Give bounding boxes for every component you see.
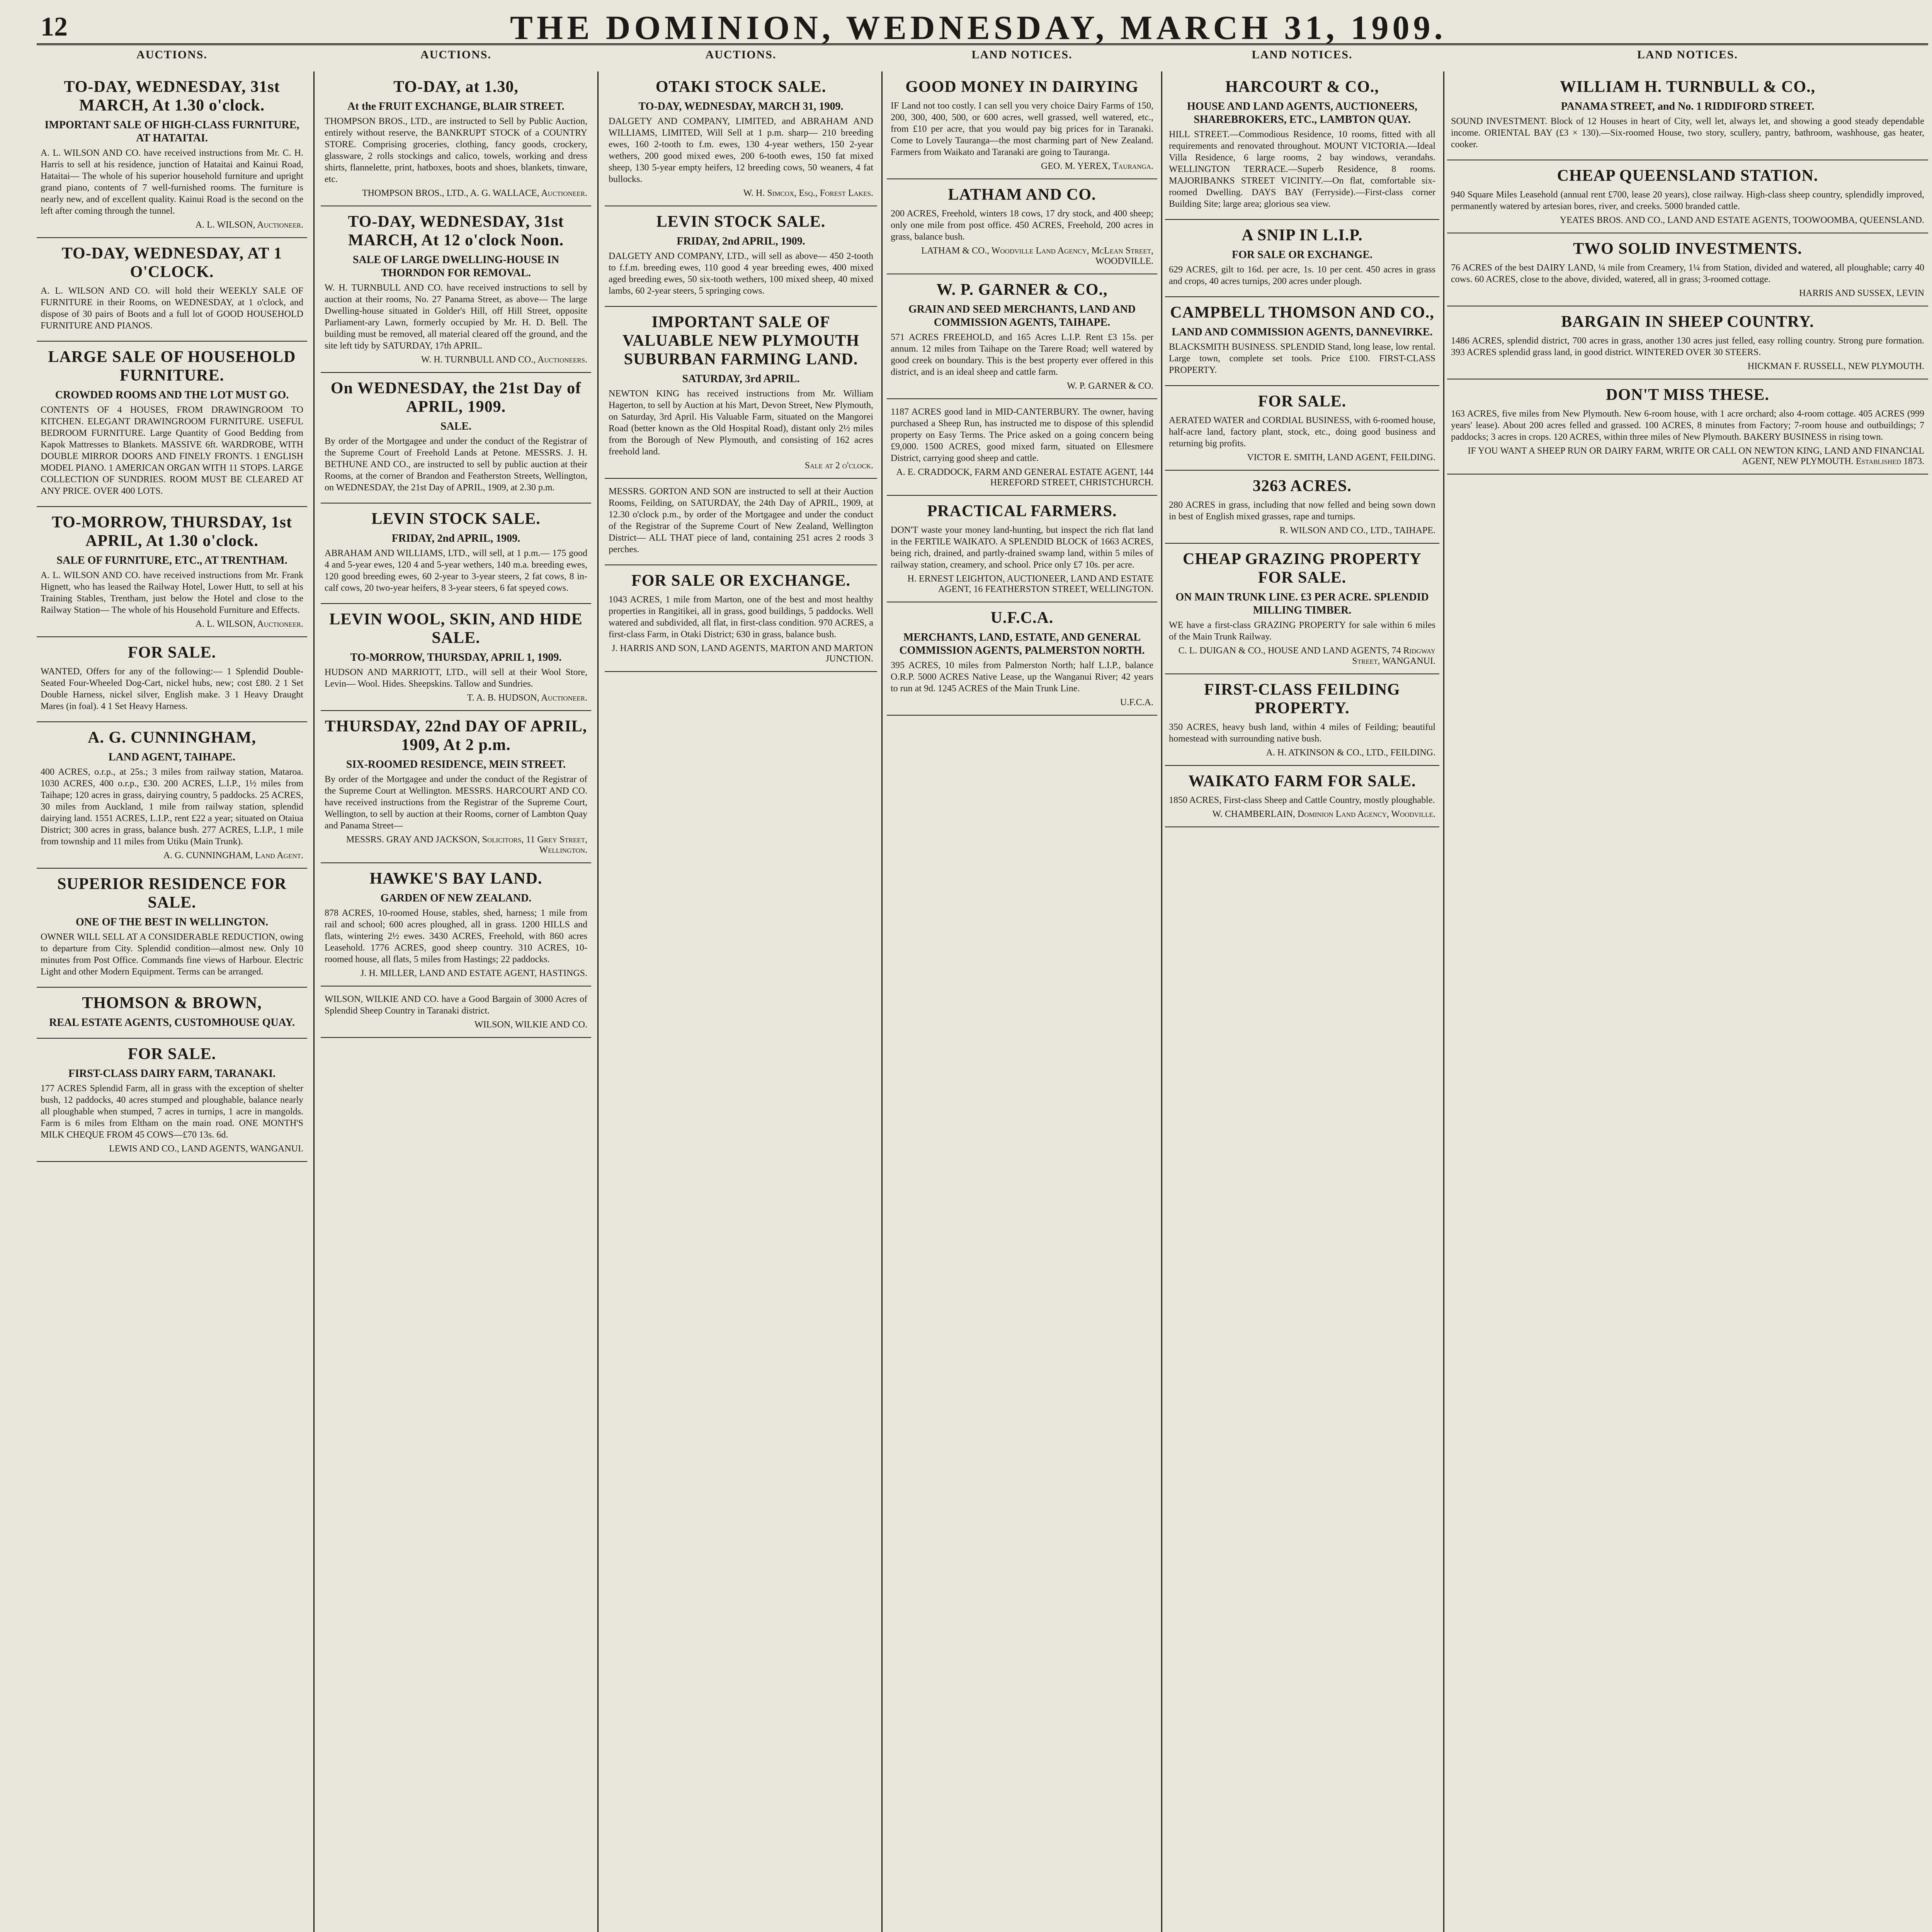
ad-body: BLACKSMITH BUSINESS. SPLENDID Stand, long lease, low rental. Large town, complete set tools. Price £100. FIRST-CLASS PROPERTY.	[1169, 342, 1435, 375]
ad-body: WE have a first-class GRAZING PROPERTY for sale within 6 miles of the Main Trunk Railway.	[1169, 620, 1435, 642]
advertisement	[887, 399, 1157, 496]
ad-heading: TO-MORROW, THURSDAY, 1st APRIL, At 1.30 o'clock.	[51, 514, 293, 550]
ad-heading: A SNIP IN L.I.P.	[1242, 226, 1363, 244]
ad-subheading: ONE OF THE BEST IN WELLINGTON.	[76, 916, 268, 928]
advertisement	[1165, 297, 1439, 386]
column-rule	[881, 71, 883, 1932]
ad-signature: HICKMAN F. RUSSELL, NEW PLYMOUTH.	[1747, 361, 1924, 371]
column-rule	[597, 71, 599, 1932]
ad-signature: A. L. WILSON, Auctioneer.	[195, 220, 303, 230]
ad-signature: THOMPSON BROS., LTD., A. G. WALLACE, Auctioneer.	[362, 188, 587, 198]
ad-subheading: HOUSE AND LAND AGENTS, AUCTIONEERS, SHAREBROKERS, ETC., LAMBTON QUAY.	[1187, 100, 1417, 126]
ad-heading: FOR SALE OR EXCHANGE.	[631, 572, 851, 590]
masthead-rule	[37, 43, 1928, 45]
ad-heading: CHEAP QUEENSLAND STATION.	[1557, 167, 1818, 185]
ad-body: 1187 ACRES good land in MID-CANTERBURY. The owner, having purchased a Sheep Run, has instructed me to dispose of this splendid property on Easy Terms. The Price asked on a going concern being £9,000. 1500 ACRES, good mixed farm, situated on Ellesmere District, carrying good sheep and cattle.	[891, 407, 1153, 463]
ad-signature: R. WILSON AND CO., LTD., TAIHAPE.	[1279, 526, 1435, 536]
ad-body: SOUND INVESTMENT. Block of 12 Houses in heart of City, well let, always let, and showing a good steady dependable income. ORIENTAL BAY (£3 × 130).—Six-roomed House, two story, scullery, pantry, bathroom, washhouse, gas heater, cooker.	[1451, 116, 1924, 150]
advertisement	[37, 637, 307, 722]
ad-subheading: GRAIN AND SEED MERCHANTS, LAND AND COMMISSION AGENTS, TAIHAPE.	[908, 303, 1136, 328]
ad-signature: HARRIS AND SUSSEX, LEVIN	[1799, 288, 1924, 298]
ad-body: IF Land not too costly. I can sell you very choice Dairy Farms of 150, 200, 300, 400, 500, or 600 acres, well grassed, well watered, etc., from £10 per acre, that you would pay big prices for in Taranaki. Come to Lovely Tauranga—the most charming part of New Zealand. Farmers from Waikato and Taranaki are going to Tauranga.	[891, 101, 1153, 157]
ad-body: HILL STREET.—Commodious Residence, 10 rooms, fitted with all requirements and renovated throughout. MOUNT VICTORIA.—Ideal Villa Residence, 6 large rooms, 2 bay windows, verandahs. WELLINGTON TERRACE.—Superb Residence, 8 rooms. MAJORIBANKS STREET VICINITY.—On flat, comfortable six-roomed Dwelling. DAYS BAY (Ferryside).—First-class corner Building Site; large area; glorious sea view.	[1169, 129, 1435, 209]
column-1	[37, 71, 307, 1932]
advertisement	[1165, 674, 1439, 766]
ad-signature: W. CHAMBERLAIN, Dominion Land Agency, Woodville.	[1212, 809, 1435, 819]
advertisement	[1447, 160, 1928, 233]
ad-heading: THURSDAY, 22nd DAY OF APRIL, 1909, At 2 p.m.	[325, 718, 587, 754]
ad-signature: Sale at 2 o'clock.	[804, 461, 873, 471]
ad-body: 629 ACRES, gilt to 16d. per acre, 1s. 10 per cent. 450 acres in grass and crops, 40 acres turnips, 200 acres under plough.	[1169, 265, 1435, 286]
advertisement	[1447, 379, 1928, 474]
ad-heading: LEVIN WOOL, SKIN, AND HIDE SALE.	[329, 611, 583, 647]
ad-heading: TO-DAY, WEDNESDAY, 31st MARCH, At 1.30 o'clock.	[64, 78, 280, 114]
ad-heading: A. G. CUNNINGHAM,	[88, 729, 256, 747]
ad-heading: DON'T MISS THESE.	[1606, 386, 1769, 404]
ad-heading: CAMPBELL THOMSON AND CO.,	[1170, 304, 1434, 321]
advertisement	[321, 986, 591, 1038]
ad-body: 280 ACRES in grass, including that now felled and being sown down in best of English mixed grasses, rape and turnips.	[1169, 500, 1435, 522]
ad-body: A. L. WILSON AND CO. have received instructions from Mr. Frank Hignett, who has leased the Railway Hotel, Lower Hutt, to sell at his Training Stables, Trentham, just below the Hotel and close to the Railway Station— The whole of his Household Furniture and Effects.	[41, 570, 303, 615]
ad-heading: On WEDNESDAY, the 21st Day of APRIL, 1909.	[330, 379, 582, 416]
ad-body: A. L. WILSON AND CO. will hold their WEEKLY SALE OF FURNITURE in their Rooms, on WEDNESDAY, at 1 o'clock, and dispose of 30 pairs of Boots and a full lot of GOOD HOUSEHOLD FURNITURE AND PIANOS.	[41, 286, 303, 331]
newspaper-title: THE DOMINION, WEDNESDAY, MARCH 31, 1909.	[510, 9, 1447, 47]
ad-signature: A. L. WILSON, Auctioneer.	[195, 619, 303, 629]
advertisement	[321, 711, 591, 863]
advertisement	[605, 479, 877, 565]
advertisement	[887, 179, 1157, 274]
section-header: AUCTIONS.	[705, 48, 777, 61]
ad-subheading: FIRST-CLASS DAIRY FARM, TARANAKI.	[68, 1068, 276, 1080]
ad-signature: LATHAM & CO., Woodville Land Agency, McLean Street, WOODVILLE.	[921, 246, 1153, 266]
ad-signature: T. A. B. HUDSON, Auctioneer.	[467, 693, 587, 703]
ad-body: DALGETY AND COMPANY, LIMITED, and ABRAHAM AND WILLIAMS, LIMITED, Will Sell at 1 p.m. sharp— 210 breeding ewes, 160 2-tooth to f.m. ewes, 130 4-year wethers, 150 2-year wethers, 200 good mixed ewes, 200 6-tooth ewes, 150 fat mixed sheep, 130 5-year empty heifers, 12 breeding cows, 50 weaners, 4 fat bullocks.	[609, 116, 873, 184]
ad-signature: YEATES BROS. AND CO., LAND AND ESTATE AGENTS, TOOWOOMBA, QUEENSLAND.	[1560, 215, 1924, 225]
masthead	[0, 0, 1932, 47]
advertisement	[37, 722, 307, 869]
columns	[37, 71, 1928, 1932]
ad-body: W. H. TURNBULL AND CO. have received instructions to sell by auction at their rooms, No. 27 Panama Street, as above— The large Dwelling-house situated in Golder's Hill, off Hill Street, opposite Parliament-ary Lawn, formerly occupied by Mr. H. D. Bell. The building must be removed, all material cleared off the ground, and the site left tidy by SATURDAY, 17th APRIL.	[325, 283, 587, 351]
section-headers	[37, 48, 1928, 71]
ad-signature: A. H. ATKINSON & CO., LTD., FEILDING.	[1266, 748, 1435, 758]
advertisement	[37, 238, 307, 342]
ad-heading: FOR SALE.	[128, 1045, 216, 1063]
ad-heading: TO-DAY, WEDNESDAY, 31st MARCH, At 12 o'clock Noon.	[348, 213, 564, 249]
advertisement	[1165, 386, 1439, 471]
ad-subheading: LAND AGENT, TAIHAPE.	[108, 751, 236, 763]
ad-body: By order of the Mortgagee and under the conduct of the Registrar of the Supreme Court at Wellington. MESSRS. HARCOURT AND CO. have received instructions from the Registrar of the Supreme Court, Wellington, to sell by auction at their Rooms, corner of Lambton Quay and Panama Street—	[325, 774, 587, 831]
ad-heading: WAIKATO FARM FOR SALE.	[1188, 772, 1416, 790]
ad-body: 1043 ACRES, 1 mile from Marton, one of the best and most healthy properties in Rangitikei, all in grass, good buildings, 5 paddocks. Well watered and subdivided, all flat, in first-class condition. 970 ACRES, a first-class Farm, in Otaki District; 630 in grass, balance bush.	[609, 595, 873, 639]
ad-heading: BARGAIN IN SHEEP COUNTRY.	[1561, 313, 1814, 331]
ad-subheading: IMPORTANT SALE OF HIGH-CLASS FURNITURE, AT HATAITAI.	[44, 119, 299, 144]
advertisement	[1447, 306, 1928, 379]
ad-signature: U.F.C.A.	[1120, 697, 1153, 707]
column-3	[605, 71, 877, 1932]
ad-subheading: LAND AND COMMISSION AGENTS, DANNEVIRKE.	[1172, 326, 1433, 338]
ad-subheading: CROWDED ROOMS AND THE LOT MUST GO.	[55, 389, 289, 401]
ad-body: A. L. WILSON AND CO. have received instructions from Mr. C. H. Harris to sell at his residence, junction of Hataitai and Kainui Road, Hataitai— The whole of his superior household furniture and upright grand piano, contents of 7 well-furnished rooms. The furniture is nearly new, and of excellent quality. Kainui Road is the second on the left after coming through the tunnel.	[41, 148, 303, 216]
ad-heading: SUPERIOR RESIDENCE FOR SALE.	[57, 875, 287, 912]
column-6	[1447, 71, 1928, 1932]
ad-subheading: SALE OF LARGE DWELLING-HOUSE IN THORNDON FOR REMOVAL.	[352, 254, 560, 279]
ad-signature: W. H. Simcox, Esq., Forest Lakes.	[743, 188, 873, 198]
section-header: LAND NOTICES.	[1637, 48, 1738, 61]
ad-body: 571 ACRES FREEHOLD, and 165 Acres L.I.P. Rent £3 15s. per annum. 12 miles from Taihape on the Tarere Road; well watered by good creek on boundary. This is the best property ever offered in this district, and is an ideal sheep and cattle farm.	[891, 332, 1153, 377]
section-header: LAND NOTICES.	[971, 48, 1073, 61]
ad-body: CONTENTS OF 4 HOUSES, FROM DRAWINGROOM TO KITCHEN. ELEGANT DRAWINGROOM FURNITURE. USEFUL BEDROOM FURNITURE. Large Quantity of Good Bedding from Kapok Mattresses to Blankets. MASSIVE 6ft. WARDROBE, WITH DOUBLE MIRROR DOORS AND FINELY FRONTS. 1 ENGLISH MODEL PIANO. 1 AMERICAN ORGAN WITH 11 STOPS. LARGE COLLECTION OF SUNDRIES. ROOM MUST BE CLEARED AT ANY PRICE. OVER 400 LOTS.	[41, 405, 303, 496]
ad-subheading: FOR SALE OR EXCHANGE.	[1231, 249, 1373, 261]
ad-signature: J. HARRIS AND SON, LAND AGENTS, MARTON AND MARTON JUNCTION.	[612, 643, 873, 664]
ad-signature: VICTOR E. SMITH, LAND AGENT, FEILDING.	[1247, 452, 1435, 463]
ad-body: MESSRS. GORTON AND SON are instructed to sell at their Auction Rooms, Feilding, on SATURDAY, the 24th Day of APRIL, 1909, at 12.30 o'clock p.m., by order of the Mortgagee and under the conduct of the Registrar of the Supreme Court of New Zealand, Wellington District— ALL THAT piece of land, containing 251 acres 2 roods 3 perches.	[609, 486, 873, 554]
advertisement	[321, 604, 591, 711]
ad-subheading: TO-MORROW, THURSDAY, APRIL 1, 1909.	[350, 651, 562, 663]
ad-body: 177 ACRES Splendid Farm, all in grass with the exception of shelter bush, 12 paddocks, 40 acres stumped and ploughable, balance nearly all ploughable when stumped, 7 acres in turnips, 1 acre in mangolds. Farm is 6 miles from Eltham on the main road. ONE MONTH'S MILK CHEQUE FROM 45 COWS—£70 13s. 6d.	[41, 1083, 303, 1140]
ad-body: 400 ACRES, o.r.p., at 25s.; 3 miles from railway station, Mataroa. 1030 ACRES, 400 o.r.p., £30. 200 ACRES, L.I.P., 1½ miles from Taihape; 120 acres in grass, dairying country, 5 paddocks. 25 ACRES, 30 miles from Auckland, 1 mile from railway station, splendid dairying land. 1551 ACRES, L.I.P., rent £22 a year; situated on Otaiua District; 300 acres in grass, balance bush. 277 ACRES, L.I.P., 1 mile from township and 11 miles from Utiku (Main Trunk).	[41, 767, 303, 847]
ad-subheading: FRIDAY, 2nd APRIL, 1909.	[677, 235, 805, 247]
advertisement	[605, 206, 877, 307]
advertisement	[321, 503, 591, 604]
ad-heading: CHEAP GRAZING PROPERTY FOR SALE.	[1183, 550, 1422, 587]
ad-heading: TO-DAY, at 1.30,	[393, 78, 519, 96]
ad-body: 200 ACRES, Freehold, winters 18 cows, 17 dry stock, and 400 sheep; only one mile from post office. 450 ACRES, Freehold, 200 acres in grass, balance bush.	[891, 209, 1153, 242]
ad-body: OWNER WILL SELL AT A CONSIDERABLE REDUCTION, owing to departure from City. Splendid condition—almost new. Only 10 minutes from Post Office. Commands fine views of Harbour. Electric Light and other Modern Equipment. Terms can be arranged.	[41, 932, 303, 977]
ad-subheading: SIX-ROOMED RESIDENCE, MEIN STREET.	[346, 759, 566, 770]
ad-body: HUDSON AND MARRIOTT, LTD., will sell at their Wool Store, Levin— Wool. Hides. Sheepskins. Tallow and Sundries.	[325, 667, 587, 689]
ad-body: 350 ACRES, heavy bush land, within 4 miles of Feilding; beautiful homestead with surrounding native bush.	[1169, 722, 1435, 744]
ad-heading: GOOD MONEY IN DAIRYING	[905, 78, 1139, 96]
ad-body: WANTED, Offers for any of the following:— 1 Splendid Double-Seated Four-Wheeled Dog-Cart, nickel hubs, new; cost £80. 2 1 Set Double Harness, nickel silver, English make. 3 1 Heavy Draught Mares (in foal). 4 1 Set Heavy Harness.	[41, 667, 303, 711]
ad-signature: W. H. TURNBULL AND CO., Auctioneers.	[421, 355, 587, 365]
ad-signature: H. ERNEST LEIGHTON, AUCTIONEER, LAND AND ESTATE AGENT, 16 FEATHERSTON STREET, WELLINGTON.	[907, 574, 1153, 594]
ad-subheading: REAL ESTATE AGENTS, CUSTOMHOUSE QUAY.	[49, 1017, 295, 1029]
advertisement	[1165, 71, 1439, 220]
ad-signature: C. L. DUIGAN & CO., HOUSE AND LAND AGENTS, 74 Ridgway Street, WANGANUI.	[1178, 646, 1435, 666]
advertisement	[321, 71, 591, 206]
ad-body: AERATED WATER and CORDIAL BUSINESS, with 6-roomed house, half-acre land, factory plant, stock, etc., doing good business and returning big profits.	[1169, 415, 1435, 449]
ad-body: NEWTON KING has received instructions from Mr. William Hagerton, to sell by Auction at his Mart, Devon Street, New Plymouth, on Saturday, 3rd April. His Valuable Farm, situated on the Mangorei Road (better known as the Old Hospital Road), distant only 2½ miles from the Borough of New Plymouth, and consisting of 162 acres freehold land.	[609, 389, 873, 457]
ad-heading: WILLIAM H. TURNBULL & CO.,	[1560, 78, 1816, 96]
ad-subheading: MERCHANTS, LAND, ESTATE, AND GENERAL COMMISSION AGENTS, PALMERSTON NORTH.	[899, 631, 1145, 656]
ad-heading: HAWKE'S BAY LAND.	[369, 870, 543, 888]
column-2	[321, 71, 591, 1932]
page-number: 12	[41, 12, 68, 42]
ad-heading: IMPORTANT SALE OF VALUABLE NEW PLYMOUTH SUBURBAN FARMING LAND.	[622, 313, 860, 368]
ad-body: DALGETY AND COMPANY, LTD., will sell as above— 450 2-tooth to f.f.m. breeding ewes, 110 good 4 year breeding ewes, 400 mixed aged breeding ewes, 50 six-tooth wethers, 100 mixed sheep, 40 mixed lambs, 60 2-year steers, 5 springing cows.	[609, 251, 873, 296]
ad-heading: TWO SOLID INVESTMENTS.	[1573, 240, 1802, 258]
ad-signature: A. E. CRADDOCK, FARM AND GENERAL ESTATE AGENT, 144 HEREFORD STREET, CHRISTCHURCH.	[896, 467, 1153, 488]
column-rule	[313, 71, 315, 1932]
ad-signature: LEWIS AND CO., LAND AGENTS, WANGANUI.	[109, 1144, 303, 1154]
ad-body: By order of the Mortgagee and under the conduct of the Registrar of the Supreme Court of Freehold Lands at Petone. MESSRS. J. H. BETHUNE AND CO., are instructed to sell by public auction at their Rooms, at the corner of Brandon and Featherston Streets, Wellington, on WEDNESDAY, the 21st Day of APRIL, 1909, at 2.30 p.m.	[325, 436, 587, 493]
advertisement	[1165, 766, 1439, 827]
advertisement	[37, 507, 307, 637]
ad-heading: LARGE SALE OF HOUSEHOLD FURNITURE.	[48, 348, 296, 384]
ad-body: 1486 ACRES, splendid district, 700 acres in grass, another 130 acres just felled, easy rolling country. Strong pure formation. 393 ACRES splendid grass land, in good district. WINTERED OVER 30 STEERS.	[1451, 336, 1924, 357]
ad-heading: HARCOURT & CO.,	[1225, 78, 1379, 96]
advertisement	[605, 71, 877, 206]
advertisement	[1165, 220, 1439, 297]
advertisement	[605, 307, 877, 479]
advertisement	[37, 1039, 307, 1162]
ad-body: 1850 ACRES, First-class Sheep and Cattle Country, mostly ploughable.	[1169, 795, 1435, 805]
ad-heading: W. P. GARNER & CO.,	[936, 281, 1108, 299]
column-5	[1165, 71, 1439, 1932]
ad-heading: THOMSON & BROWN,	[82, 994, 262, 1012]
ad-body: 163 ACRES, five miles from New Plymouth. New 6-room house, with 1 acre orchard; also 4-room cottage. 405 ACRES (999 years' lease). About 200 acres felled and grassed. 100 ACRES, 8 minutes from Factory; 7-room house and outbuildings; 7 paddocks; 3 acres in crops. 120 ACRES, within three miles of New Plymouth. BAKERY BUSINESS in rising town.	[1451, 409, 1924, 442]
ad-subheading: PANAMA STREET, and No. 1 RIDDIFORD STREET.	[1561, 100, 1815, 112]
ad-body: 76 ACRES of the best DAIRY LAND, ¼ mile from Creamery, 1¼ from Station, divided and watered, all ploughable; carry 40 cows. 60 ACRES, close to the above, divided, watered, all in grass; 3-roomed cottage.	[1451, 263, 1924, 284]
ad-body: WILSON, WILKIE AND CO. have a Good Bargain of 3000 Acres of Splendid Sheep Country in Taranaki district.	[325, 994, 587, 1016]
ad-subheading: FRIDAY, 2nd APRIL, 1909.	[391, 532, 520, 544]
ad-subheading: SALE OF FURNITURE, ETC., AT TRENTHAM.	[56, 554, 287, 566]
ad-subheading: At the FRUIT EXCHANGE, BLAIR STREET.	[347, 100, 565, 112]
ad-heading: PRACTICAL FARMERS.	[927, 502, 1117, 520]
advertisement	[887, 71, 1157, 179]
advertisement	[1165, 544, 1439, 674]
advertisement	[37, 71, 307, 238]
ad-body: 395 ACRES, 10 miles from Palmerston North; half L.I.P., balance O.R.P. 5000 ACRES Native Lease, up the Wanganui River; 42 years to run at 9d. 1245 ACRES of the Main Trunk Line.	[891, 660, 1153, 694]
ad-subheading: TO-DAY, WEDNESDAY, MARCH 31, 1909.	[638, 100, 844, 112]
ad-signature: GEO. M. YEREX, Tauranga.	[1041, 161, 1153, 171]
ad-subheading: SATURDAY, 3rd APRIL.	[682, 373, 800, 385]
ad-signature: A. G. CUNNINGHAM, Land Agent.	[163, 850, 303, 861]
column-4	[887, 71, 1157, 1932]
ad-subheading: GARDEN OF NEW ZEALAND.	[380, 892, 532, 904]
ad-heading: 3263 ACRES.	[1252, 477, 1352, 495]
section-header: LAND NOTICES.	[1252, 48, 1353, 61]
ad-body: 878 ACRES, 10-roomed House, stables, shed, harness; 1 mile from rail and school; 600 acres ploughed, all in grass. 1200 HILLS and flats, wintering 2½ ewes. 3430 ACRES, Freehold, with 860 acres Leasehold. 1776 ACRES, good sheep country. 310 ACRES, 10-roomed house, all flats, 5 miles from Hastings; 22 paddocks.	[325, 908, 587, 964]
ad-signature: IF YOU WANT A SHEEP RUN OR DAIRY FARM, WRITE OR CALL ON NEWTON KING, LAND AND FINANCIAL AGENT, NEW PLYMOUTH. Established 1873.	[1468, 446, 1924, 466]
ad-signature: MESSRS. GRAY AND JACKSON, Solicitors, 11 Grey Street, Wellington.	[346, 835, 587, 855]
advertisement	[1447, 71, 1928, 160]
advertisement	[321, 863, 591, 986]
ad-subheading: ON MAIN TRUNK LINE. £3 PER ACRE. SPLENDID MILLING TIMBER.	[1175, 591, 1429, 616]
advertisement	[37, 869, 307, 988]
ad-signature: WILSON, WILKIE AND CO.	[474, 1020, 587, 1030]
advertisement	[321, 373, 591, 503]
ad-heading: LEVIN STOCK SALE.	[656, 213, 826, 231]
column-rule	[1161, 71, 1162, 1932]
ad-heading: FOR SALE.	[128, 644, 216, 662]
advertisement	[1447, 233, 1928, 306]
advertisement	[37, 988, 307, 1039]
advertisement	[887, 274, 1157, 399]
advertisement	[887, 496, 1157, 602]
ad-heading: LEVIN STOCK SALE.	[371, 510, 541, 528]
ad-heading: TO-DAY, WEDNESDAY, AT 1 O'CLOCK.	[61, 245, 282, 281]
ad-body: ABRAHAM AND WILLIAMS, LTD., will sell, at 1 p.m.— 175 good 4 and 5-year ewes, 120 4 and 5-year wethers, 140 m.a. breeding ewes, 120 good breeding ewes, 60 2-year to 3-year steers, 2 fat cows, 8 in-calf cows, 20 two-year heifers, 8 3-year steers, 6 fat speyed cows.	[325, 548, 587, 593]
ad-subheading: SALE.	[440, 420, 472, 432]
ad-body: 940 Square Miles Leasehold (annual rent £700, lease 20 years), close railway. High-class sheep country, splendidly improved, permanently watered by artesian bores, river, and creeks. 5000 branded cattle.	[1451, 190, 1924, 211]
advertisement	[605, 565, 877, 672]
ad-signature: J. H. MILLER, LAND AND ESTATE AGENT, HASTINGS.	[361, 968, 587, 978]
advertisement	[321, 206, 591, 373]
ad-body: DON'T waste your money land-hunting, but inspect the rich flat land in the FERTILE WAIKATO. A SPLENDID BLOCK of 1663 ACRES, being rich, drained, and partly-drained swamp land, within 5 miles of railway station, creamery, and school. Price only £7 10s. per acre.	[891, 525, 1153, 570]
advertisement	[887, 602, 1157, 716]
ad-body: THOMPSON BROS., LTD., are instructed to Sell by Public Auction, entirely without reserve, the BANKRUPT STOCK of a COUNTRY STORE. Comprising groceries, clothing, fancy goods, crockery, glassware, 2 rolls stockings and calico, towels, working and dress shirts, flannelette, print, hatboxes, boots and shoes, blankets, tinware, etc.	[325, 116, 587, 184]
ad-heading: U.F.C.A.	[990, 609, 1054, 627]
section-header: AUCTIONS.	[136, 48, 207, 61]
section-header: AUCTIONS.	[420, 48, 492, 61]
ad-signature: W. P. GARNER & CO.	[1067, 381, 1153, 391]
ad-heading: OTAKI STOCK SALE.	[655, 78, 827, 96]
advertisement	[37, 342, 307, 507]
ad-heading: FOR SALE.	[1258, 393, 1347, 410]
column-rule	[1443, 71, 1444, 1932]
advertisement	[1165, 471, 1439, 544]
ad-heading: LATHAM AND CO.	[948, 186, 1096, 204]
ad-heading: FIRST-CLASS FEILDING PROPERTY.	[1204, 681, 1400, 717]
